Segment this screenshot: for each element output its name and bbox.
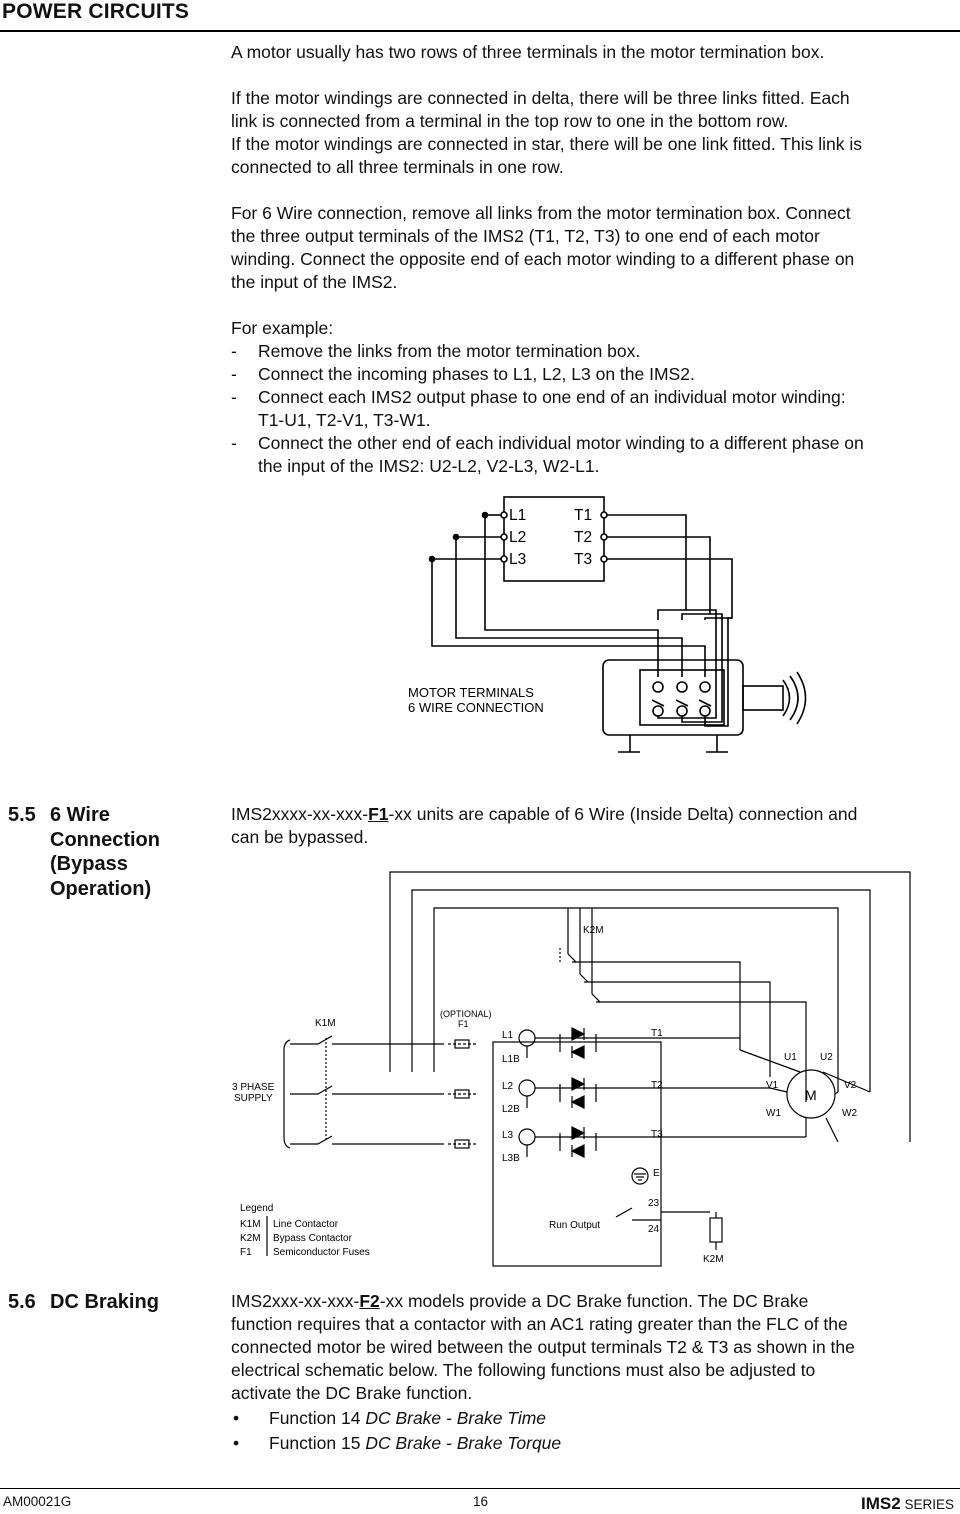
function-number: Function 15 (269, 1433, 366, 1453)
intro-line: the three output terminals of the IMS2 (T1, T2, T3) to one end of each motor (231, 226, 820, 246)
bullet-mark: • (233, 1433, 240, 1453)
line-label-l3: L3 (502, 1130, 514, 1141)
section-title-line: (Bypass (50, 853, 128, 875)
bypass-label-l3b: L3B (502, 1153, 520, 1164)
supply-label: 3 PHASE (232, 1082, 275, 1093)
intro-line: winding. Connect the opposite end of each motor winding to a different phase on (231, 249, 855, 269)
k2m-top-label: K2M (583, 925, 604, 936)
winding-v2: V2 (844, 1080, 857, 1091)
legend-title: Legend (240, 1203, 274, 1214)
dash: - (231, 433, 237, 453)
section-5-6-line: function requires that a contactor with an AC1 rating greater than the FLC of the (231, 1314, 848, 1334)
function-name: DC Brake - Brake Torque (365, 1433, 562, 1453)
model-option-code: F1 (368, 804, 389, 824)
function-number: Function 14 (269, 1408, 366, 1428)
section-5-6-line (231, 1290, 946, 1313)
dash: - (231, 364, 237, 384)
section-5-6-line: electrical schematic below. The following functions must also be adjusted to (231, 1360, 816, 1380)
model-code: IMS2xxx-xx-xxx- (231, 1291, 360, 1311)
example-item (231, 340, 946, 363)
example-text-line: Connect each IMS2 output phase to one end of an individual motor winding: (258, 387, 846, 407)
text-run: -xx units are capable of 6 Wire (Inside Delta) connection and (388, 804, 858, 824)
example-heading: For example: (231, 318, 334, 338)
section-title-line: 6 Wire (50, 804, 110, 826)
winding-u1: U1 (784, 1052, 797, 1063)
intro-line: If the motor windings are connected in delta, there will be three links fitted. Each (231, 88, 850, 108)
intro-line: connected to all three terminals in one row. (231, 157, 564, 177)
k2m-coil-label: K2M (703, 1254, 724, 1265)
dash: - (231, 387, 237, 407)
example-item (231, 432, 946, 478)
example-item (231, 363, 946, 386)
bullet-item (231, 1432, 946, 1455)
section-title-line: Connection (50, 828, 160, 851)
legend-value: Bypass Contactor (273, 1233, 352, 1244)
section-title-line: Operation) (50, 877, 152, 900)
k1m-label: K1M (315, 1018, 336, 1029)
bypass-label-l1b: L1B (502, 1054, 520, 1065)
f1-label: F1 (458, 1019, 469, 1029)
winding-v1: V1 (766, 1080, 779, 1091)
terminal-t1 (601, 512, 607, 518)
relay-terminal-24: 24 (648, 1224, 660, 1235)
section-5-5-line: can be bypassed. (231, 827, 369, 847)
bypass-label-l2b: L2B (502, 1104, 520, 1115)
terminal-l1 (501, 512, 507, 518)
section-5-6-heading (8, 1290, 220, 1315)
line-label-l2: L2 (502, 1081, 514, 1092)
section-5-6-line: activate the DC Brake function. (231, 1383, 473, 1403)
intro-line: the input of the IMS2. (231, 272, 398, 292)
dash: - (231, 341, 237, 361)
example-text: Remove the links from the motor termination box. (258, 341, 641, 361)
label-l1: L1 (509, 507, 527, 524)
page-number: 16 (473, 1494, 489, 1509)
section-title: DC Braking (50, 1291, 159, 1313)
winding-u2: U2 (820, 1052, 833, 1063)
output-label-t3: T3 (651, 1129, 663, 1140)
six-wire-connection-diagram (0, 490, 960, 770)
output-label-t1: T1 (651, 1028, 663, 1039)
supply-label: SUPPLY (234, 1093, 273, 1104)
intro-text (231, 41, 946, 478)
earth-label: E (653, 1168, 660, 1179)
terminal-t3 (601, 556, 607, 562)
legend-key: K1M (240, 1219, 261, 1230)
footer-rule (0, 1488, 960, 1489)
page-title: POWER CIRCUITS (2, 0, 190, 23)
run-output-label: Run Output (549, 1220, 601, 1231)
section-number: 5.5 (8, 804, 36, 826)
bullet-item (231, 1407, 946, 1430)
legend-key: F1 (240, 1247, 252, 1258)
example-text: Connect the incoming phases to L1, L2, L3 on the IMS2. (258, 364, 695, 384)
header-rule (0, 30, 960, 32)
bullet-text (269, 1432, 561, 1455)
intro-paragraph-1: A motor usually has two rows of three terminals in the motor termination box. (231, 42, 825, 62)
output-label-t2: T2 (651, 1080, 663, 1091)
example-text (258, 432, 864, 478)
footer-brand (861, 1494, 954, 1514)
document-code: AM00021G (3, 1494, 72, 1509)
motor-terminals-label: 6 WIRE CONNECTION (408, 700, 544, 715)
legend-value: Line Contactor (273, 1219, 339, 1230)
terminal-l3 (501, 556, 507, 562)
terminal-l2 (501, 534, 507, 540)
section-5-6-line: connected motor be wired between the output terminals T2 & T3 as shown in the (231, 1337, 855, 1357)
brand-series: SERIES (904, 1497, 954, 1512)
model-option-code: F2 (359, 1291, 380, 1311)
relay-terminal-23: 23 (648, 1198, 660, 1209)
brand-name: IMS2 (861, 1494, 901, 1513)
motor-terminals-label: MOTOR TERMINALS (408, 685, 534, 700)
example-text (258, 386, 846, 432)
label-t2: T2 (574, 529, 593, 546)
example-text-line: the input of the IMS2: U2-L2, V2-L3, W2-L1. (258, 456, 600, 476)
function-name: DC Brake - Brake Time (365, 1408, 547, 1428)
winding-w2: W2 (842, 1108, 857, 1119)
bypass-schematic (0, 862, 960, 1272)
legend-value: Semiconductor Fuses (273, 1247, 370, 1258)
motor-label: M (805, 1087, 817, 1103)
label-t1: T1 (574, 507, 593, 524)
optional-label: (OPTIONAL) (440, 1009, 492, 1019)
bullet-mark: • (233, 1408, 240, 1428)
label-t3: T3 (574, 551, 593, 568)
bullet-text (269, 1407, 546, 1430)
text-run: -xx models provide a DC Brake function. The DC Brake (379, 1291, 809, 1311)
example-text-line: Connect the other end of each individual motor winding to a different phase on (258, 433, 864, 453)
legend-key: K2M (240, 1233, 261, 1244)
section-5-5-line (231, 803, 946, 826)
intro-line: link is connected from a terminal in the top row to one in the bottom row. (231, 111, 789, 131)
label-l3: L3 (509, 551, 527, 568)
terminal-t2 (601, 534, 607, 540)
example-text-line: T1-U1, T2-V1, T3-W1. (258, 410, 431, 430)
section-5-6-text (231, 1290, 946, 1455)
section-5-5-text (231, 803, 946, 849)
line-label-l1: L1 (502, 1030, 514, 1041)
label-l2: L2 (509, 529, 527, 546)
winding-w1: W1 (766, 1108, 781, 1119)
intro-line: If the motor windings are connected in star, there will be one link fitted. This link is (231, 134, 862, 154)
section-number: 5.6 (8, 1291, 36, 1313)
model-code: IMS2xxxx-xx-xxx- (231, 804, 369, 824)
example-item (231, 386, 946, 432)
intro-line: For 6 Wire connection, remove all links from the motor termination box. Connect (231, 203, 851, 223)
